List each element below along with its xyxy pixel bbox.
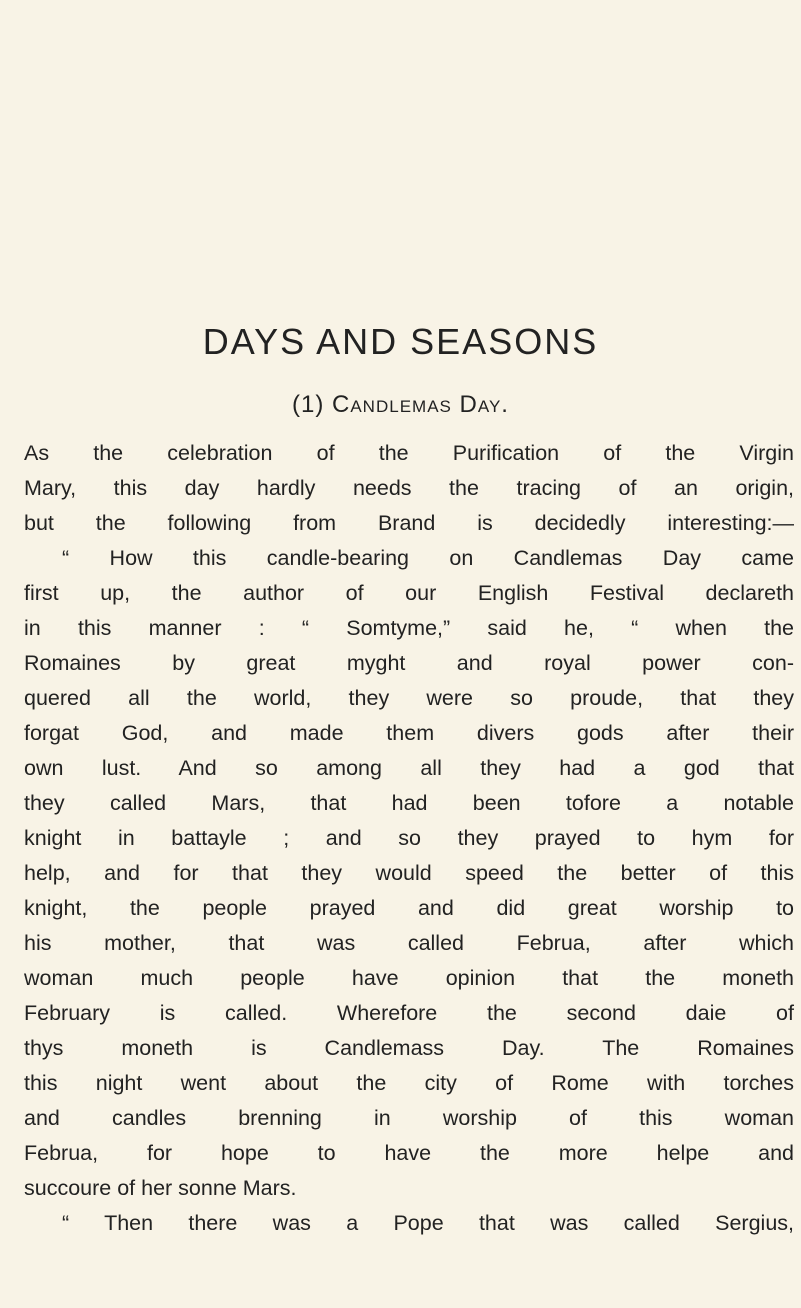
text-line: succoure of her sonne Mars.: [24, 1176, 297, 1200]
text-line: woman much people have opinion that the moneth: [24, 966, 794, 990]
text-line: knight, the people prayed and did great worship to: [24, 896, 794, 920]
text-line: Romaines by great myght and royal power con-: [24, 651, 794, 675]
text-line: first up, the author of our English Festival declareth: [24, 581, 794, 605]
text-line: own lust. And so among all they had a god that: [24, 756, 794, 780]
text-line: Mary, this day hardly needs the tracing of an origin,: [24, 476, 794, 500]
text-line: but the following from Brand is decidedly interesting:—: [24, 511, 794, 535]
text-line: in this manner : “ Somtyme,” said he, “ when the: [24, 616, 794, 640]
text-line: forgat God, and made them divers gods after their: [24, 721, 794, 745]
page-title: DAYS AND SEASONS: [202, 321, 599, 362]
text-line: and candles brenning in worship of this woman: [24, 1106, 794, 1130]
text-line: “ How this candle-bearing on Candlemas Day came: [62, 546, 794, 570]
text-line: February is called. Wherefore the second daie of: [24, 1001, 794, 1025]
text-line: knight in battayle ; and so they prayed to hym for: [24, 826, 794, 850]
text-line: “ Then there was a Pope that was called Sergius,: [62, 1211, 794, 1235]
text-line: his mother, that was called Februa, after which: [24, 931, 794, 955]
text-line: Februa, for hope to have the more helpe and: [24, 1141, 794, 1165]
text-line: this night went about the city of Rome with torches: [24, 1071, 794, 1095]
body-text: [24, 436, 794, 1241]
section-heading: (1) Candlemas Day.: [292, 391, 509, 418]
text-line: help, and for that they would speed the better of this: [24, 861, 794, 885]
text-line: they called Mars, that had been tofore a notable: [24, 791, 794, 815]
text-line: As the celebration of the Purification of the Virgin: [24, 441, 794, 465]
text-line: quered all the world, they were so proude, that they: [24, 686, 794, 710]
text-line: thys moneth is Candlemass Day. The Romaines: [24, 1036, 794, 1060]
